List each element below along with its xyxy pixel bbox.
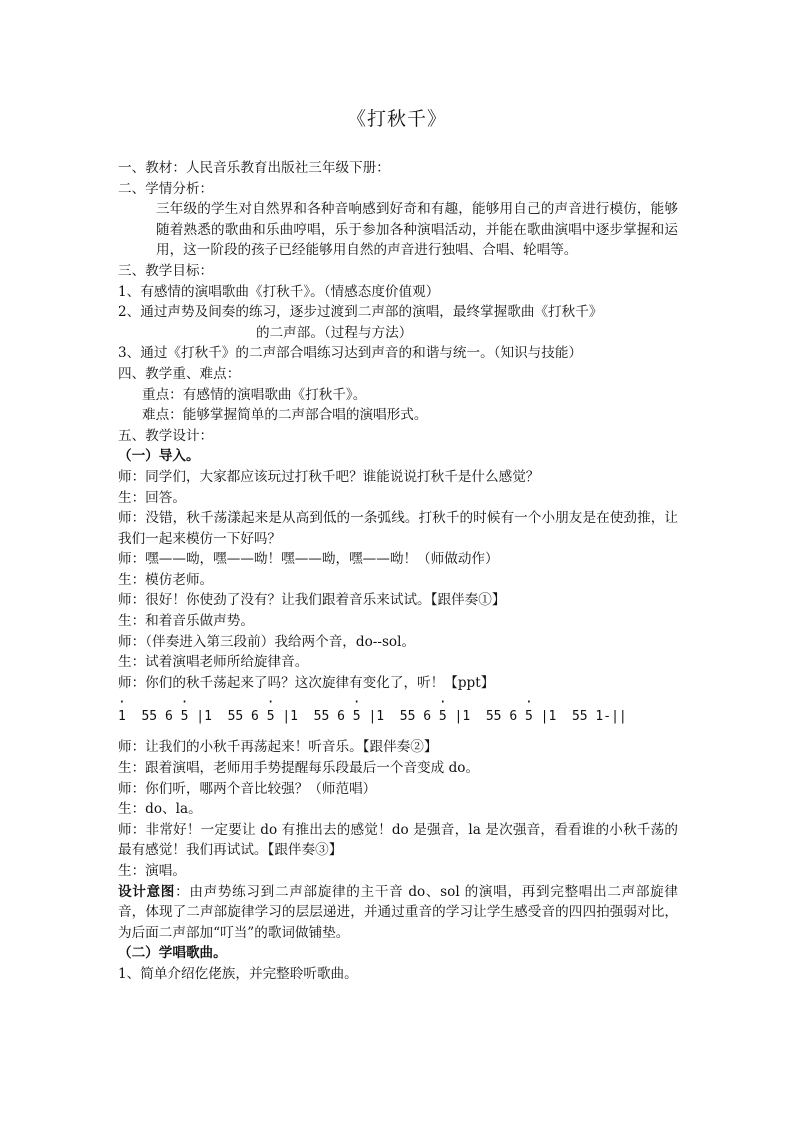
notation-dots: · · · · · ·: [118, 695, 533, 711]
dialog-line: 生：跟着演唱，老师用手势提醒每乐段最后一个音变成 do。: [118, 760, 480, 777]
dialog-line: 生：模仿老师。: [118, 571, 214, 588]
notation-notes: 1 55 6 5 |1 55 6 5 |1 55 6 5 |1 55 6 5 |1 55 6 5 |1 55 1-||: [118, 709, 627, 725]
dialog-line: 生：回答。: [118, 489, 186, 506]
key-point: 重点：有感情的演唱歌曲《打秋千》。: [142, 386, 367, 403]
section-textbook: 一、教材：人民音乐教育出版社三年级下册：: [118, 160, 390, 176]
section-design: 五、教学设计：: [118, 427, 214, 444]
objective-3: 3、通过《打秋千》的二声部合唱练习达到声音的和谐与统一。（知识与技能）: [118, 345, 583, 362]
learner-analysis-paragraph: 三年级的学生对自然界和各种音响感到好奇和有趣，能够用自己的声音进行模仿，能够随着熟悉的歌曲和乐曲哼唱，乐于参加各种演唱活动，并能在歌曲演唱中逐步掌握和运用，这一阶段的孩子已经能够用自然的声音进行独唱、合唱、轮唱等。: [156, 201, 678, 259]
design-intent-text: ：由声势练习到二声部旋律的主干音 do、sol 的演唱，再到完整唱出二声部旋律音，体现了二声部旋律学习的层层递进，并通过重音的学习让学生感受音的四四拍强弱对比，为后面二声部加“叮当”的歌词做铺垫。: [118, 883, 678, 941]
dialog-line: 生：演唱。: [118, 863, 186, 879]
dialog-line: 生：和着音乐做声势。: [118, 613, 254, 630]
dialog-line: 师：让我们的小秋千再荡起来！听音乐。【跟伴奏②】: [118, 739, 438, 756]
objective-1: 1、有感情的演唱歌曲《打秋千》。（情感态度价值观）: [118, 283, 440, 300]
design-intent-label: 设计意图: [118, 883, 176, 900]
dialog-line: 师：没错，秋千荡漾起来是从高到低的一条弧线。打秋千的时候有一个小朋友是在使劲推，让我们一起来模仿一下好吗？: [118, 510, 678, 547]
section-learner-analysis: 二、学情分析：: [118, 180, 214, 197]
dialog-line: 生：do、la。: [118, 801, 202, 818]
dialog-line: 师：同学们，大家都应该玩过打秋千吧？谁能说说打秋千是什么感觉？: [118, 468, 540, 485]
dialog-line: 师：你们听，哪两个音比较强？（师范唱）: [118, 780, 377, 797]
dialog-line: 师：很好！你使劲了没有？让我们跟着音乐来试试。【跟伴奏①】: [118, 592, 506, 609]
dialog-line: 师：你们的秋千荡起来了吗？这次旋律有变化了，听！【ppt】: [118, 674, 495, 691]
dialog-line: 生：试着演唱老师所给旋律音。: [118, 654, 309, 671]
dialog-line: 师：嘿——呦，嘿——呦！嘿——呦，嘿——呦！（师做动作）: [118, 551, 499, 568]
design-intent: [118, 882, 678, 944]
objective-2-cont: 的二声部。（过程与方法）: [256, 324, 413, 341]
difficult-point: 难点：能够掌握简单的二声部合唱的演唱形式。: [142, 407, 428, 424]
document-body: [118, 158, 678, 985]
dialog-line: 师：非常好！一定要让 do 有推出去的感觉！do 是强音，la 是次强音，看看谁的小秋千荡的最有感觉！我们再试试。【跟伴奏③】: [118, 821, 678, 859]
section-key-points: 四、教学重、难点：: [118, 365, 241, 382]
dialog-line: 师：（伴奏进入第三段前）我给两个音，do--sol。: [118, 633, 416, 650]
section-objectives: 三、教学目标：: [118, 262, 214, 279]
learn-song-step-1: 1、简单介绍仡佬族，并完整聆听歌曲。: [118, 965, 358, 982]
subsection-intro: （一）导入。: [118, 448, 200, 465]
subsection-learn-song: （二）学唱歌曲。: [118, 945, 227, 962]
objective-2: 2、通过声势及间奏的练习，逐步过渡到二声部的演唱，最终掌握歌曲《打秋千》: [118, 304, 603, 321]
music-notation: [118, 693, 678, 737]
page-title: 《打秋千》: [346, 108, 447, 130]
